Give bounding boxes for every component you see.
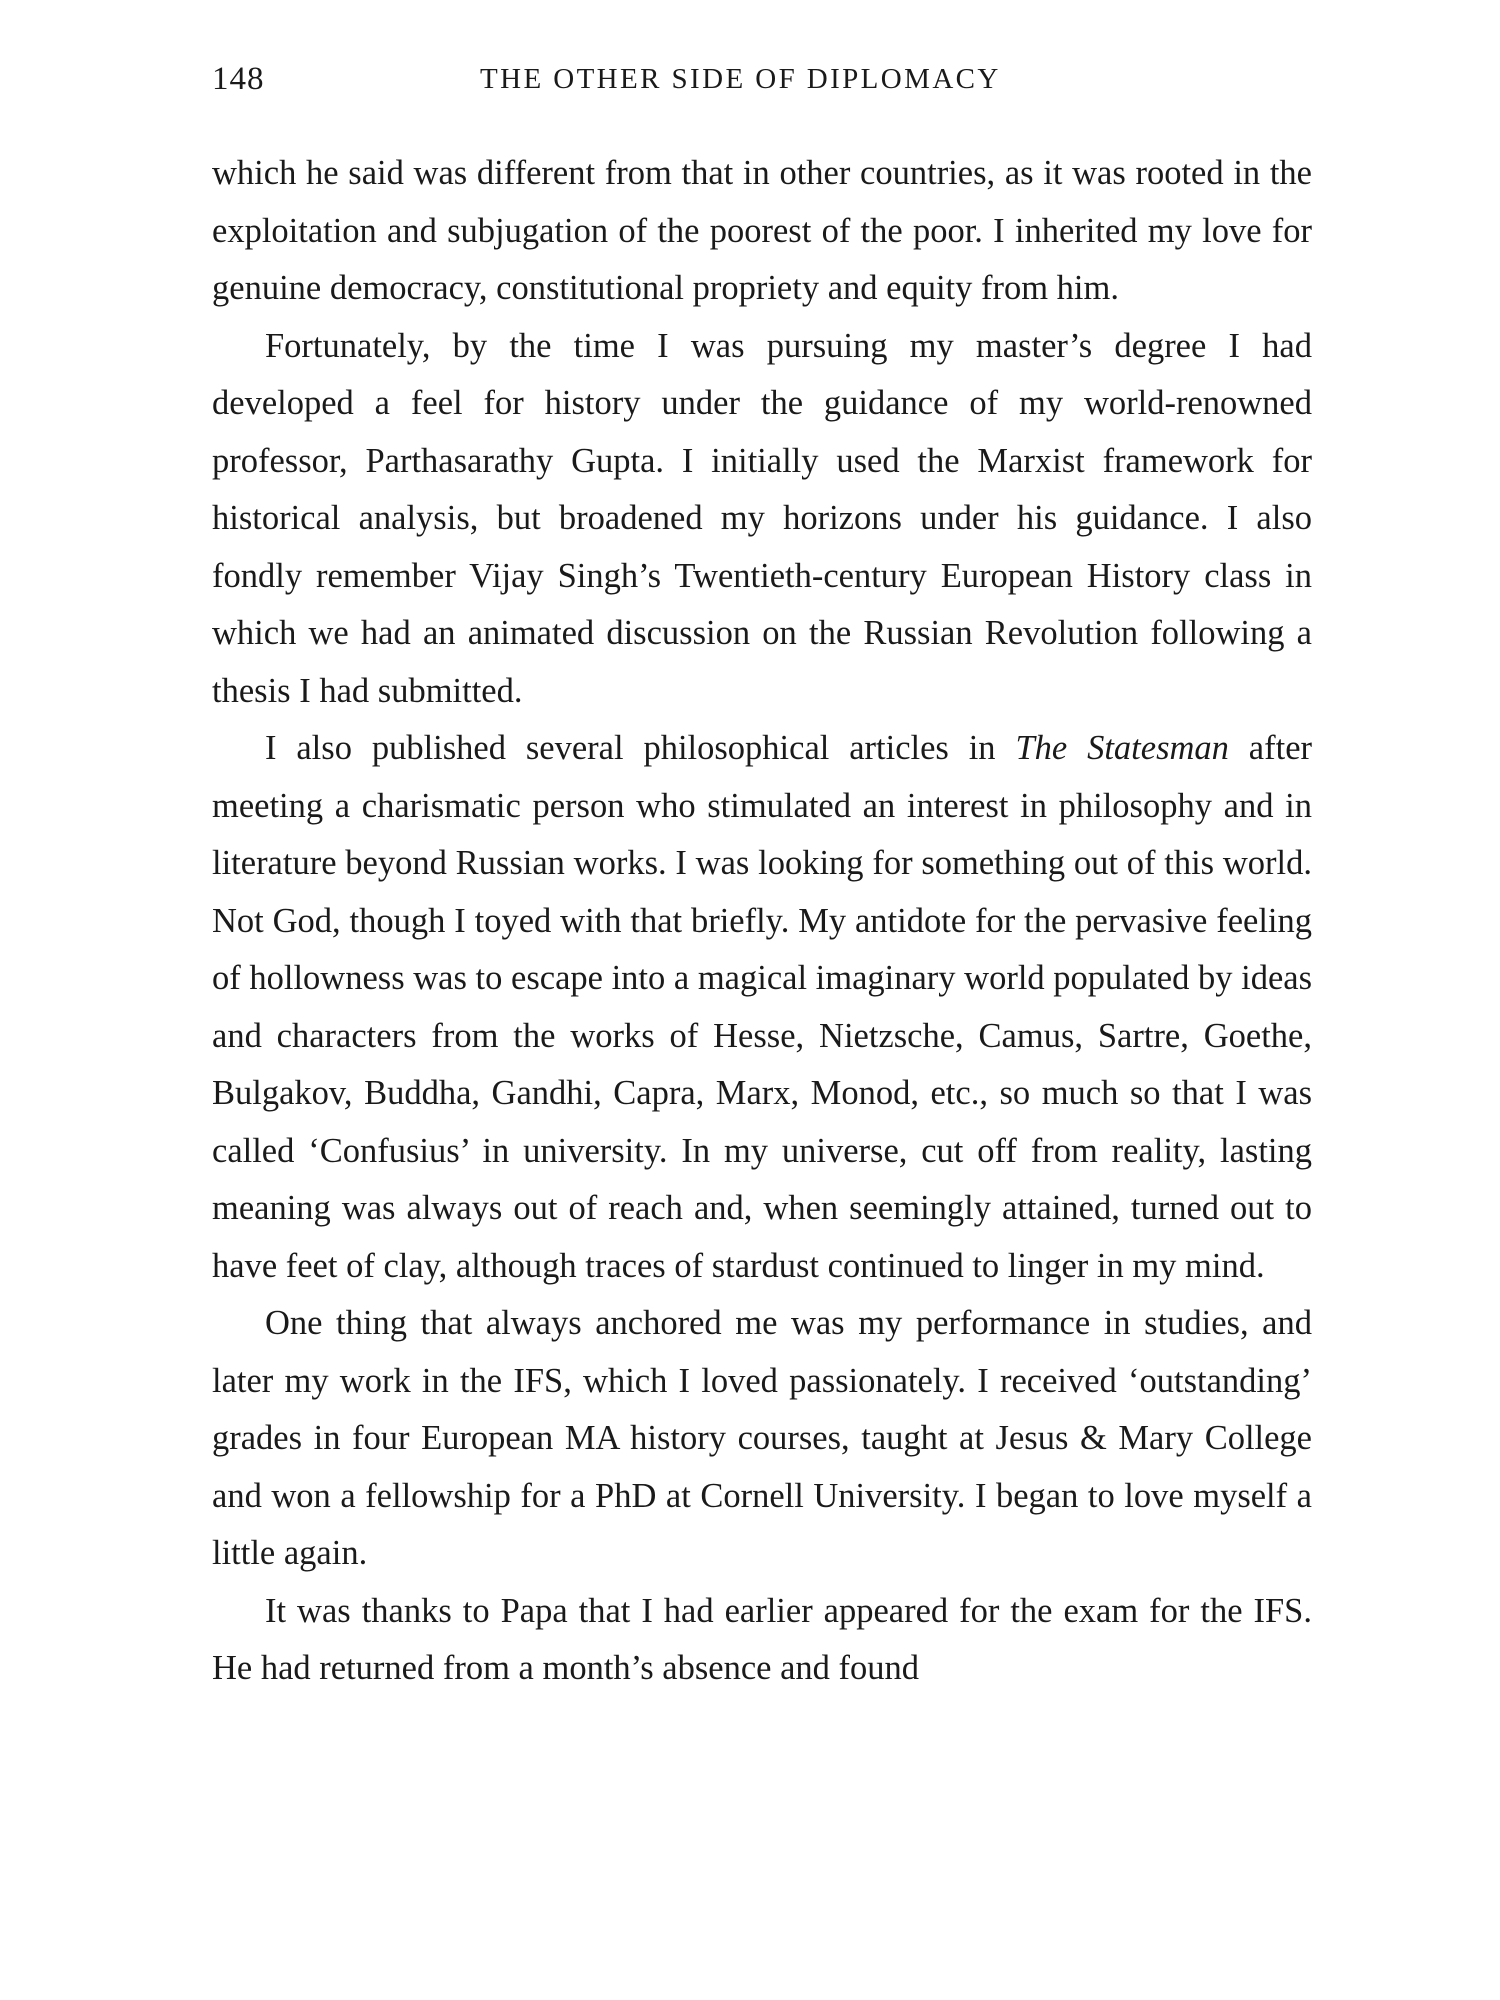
paragraph-masters-degree: Fortunately, by the time I was pursuing my master’s degree I had developed a feel for history under the guidance of my world-renowned professor, Parthasarathy Gupta. I initially used the Marxist framework for historical analysis, but broadened my horizons under his guidance. I also fondly remember Vijay Singh’s Twentieth-century European History class in which we had an animated discussion on the Russian Revolution following a thesis I had submitted. xyxy=(212,326,1312,710)
body-text xyxy=(212,145,1312,1698)
paragraph-philosophical-articles xyxy=(212,720,1312,1295)
paragraph-continued: which he said was different from that in other countries, as it was rooted in the exploitation and subjugation of the poorest of the poor. I inherited my love for genuine democracy, constitutional propriety and equity from him. xyxy=(212,154,1312,307)
paragraph-studies-performance: One thing that always anchored me was my performance in studies, and later my work in the IFS, which I loved passionately. I received ‘outstanding’ grades in four European MA history courses, taught at Jesus & Mary College and won a fellowship for a PhD at Cornell University. I began to love myself a little again. xyxy=(212,1304,1312,1572)
running-head xyxy=(212,54,1310,104)
paragraph-text-end: after meeting a charismatic person who stimulated an interest in philosophy and in literature beyond Russian works. I was looking for something out of this world. Not God, though I toyed with that briefly. My antidote for the pervasive feeling of hollowness was to escape into a magical imaginary world populated by ideas and characters from the works of Hesse, Nietzsche, Camus, Sartre, Goethe, Bulgakov, Buddha, Gandhi, Capra, Marx, Monod, etc., so much so that I was called ‘Confusius’ in university. In my universe, cut off from reality, lasting meaning was always out of reach and, when seemingly attained, turned out to have feet of clay, although traces of stardust continued to linger in my mind. xyxy=(212,729,1312,1285)
paragraph-text-start: I also published several philosophical articles in xyxy=(265,729,1016,767)
book-title: THE OTHER SIDE OF DIPLOMACY xyxy=(480,63,1001,95)
page-number: 148 xyxy=(212,61,265,97)
paragraph-ifs-exam: It was thanks to Papa that I had earlier appeared for the exam for the IFS. He had returned from a month’s absence and found xyxy=(212,1591,1312,1687)
publication-title: The Statesman xyxy=(1015,729,1229,767)
